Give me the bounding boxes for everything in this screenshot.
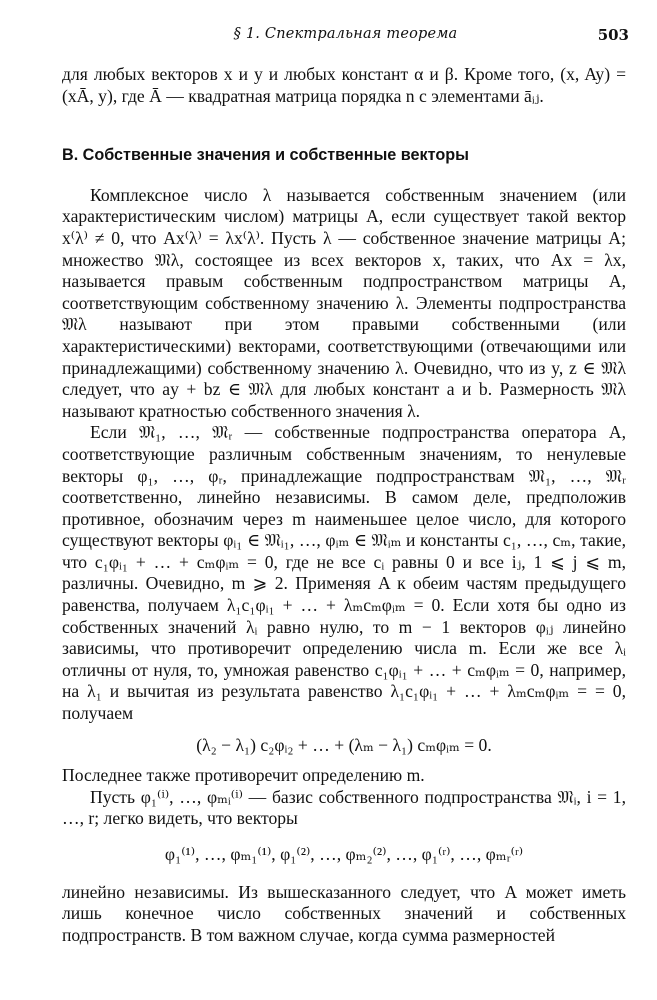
paragraph-continuation: для любых векторов x и y и любых констант α и β. Кроме того, (x, Ay) = (xĀ, y), где Ā — квадратная матрица порядка n с элементами āᵢⱼ. bbox=[62, 64, 626, 106]
paragraph-basis: Пусть φ₁⁽ⁱ⁾, …, φₘᵢ⁽ⁱ⁾ — базис собственного подпространства 𝔐ᵢ, i = 1, …, r; легко видеть, что векторы bbox=[62, 786, 626, 829]
page-body bbox=[62, 64, 626, 946]
paragraph-eigenvalue-definition: Комплексное число λ называется собственным значением (или характеристическим числом) матрицы A, если существует такой вектор x⁽λ⁾ ≠ 0, что Ax⁽λ⁾ = λx⁽λ⁾. Пусть λ — собственное значение матрицы A; множество 𝔐λ, состоящее из всех векторов x, таких, что Ax = λx, называется правым собственным подпространством матрицы A, соответствующим собственному значению λ. Элементы подпространства 𝔐λ называют при этом правыми собственными (или характеристическими) векторами, соответствующими (отвечающими или принадлежащими) собственному значению λ. Очевидно, что из y, z ∈ 𝔐λ следует, что ay + bz ∈ 𝔐λ для любых констант a и b. Размерность 𝔐λ называют кратностью собственного значения λ. bbox=[62, 184, 626, 421]
display-formula-basis: φ₁⁽¹⁾, …, φₘ₁⁽¹⁾, φ₁⁽²⁾, …, φₘ₂⁽²⁾, …, φ₁⁽ʳ⁾, …, φₘᵣ⁽ʳ⁾ bbox=[164, 844, 524, 864]
section-heading: B. Собственные значения и собственные векторы bbox=[62, 146, 469, 165]
page-header bbox=[62, 26, 629, 48]
paragraph-independence-proof: Если 𝔐₁, …, 𝔐ᵣ — собственные подпространства оператора A, соответствующие различным собственным значениям, то ненулевые векторы φ₁, …, φᵣ, принадлежащие подпространствам 𝔐₁, …, 𝔐ᵣ соответственно, линейно независимы. В самом деле, предположив противное, обозначим через m наименьшее целое число, для которого существуют векторы φᵢ₁ ∈ 𝔐ᵢ₁, …, φᵢₘ ∈ 𝔐ᵢₘ и константы c₁, …, cₘ, такие, что c₁φᵢ₁ + … + cₘφᵢₘ = 0, где не все cᵢ равны 0 и все iⱼ, 1 ⩽ j ⩽ m, различны. Очевидно, m ⩾ 2. Применяя A к обеим частям предыдущего равенства, получаем λ₁c₁φᵢ₁ + … + λₘcₘφᵢₘ = 0. Если хотя бы одно из собственных значений λᵢ равно нулю, то m − 1 векторов φᵢⱼ линейно зависимы, что противоречит определению числа m. Если же все λᵢ отличны от нуля, то, умножая равенство c₁φᵢ₁ + … + cₘφᵢₘ = 0, например, на λ₁ и вычитая из результата равенство λ₁c₁φᵢ₁ + … + λₘcₘφᵢₘ = = 0, получаем bbox=[62, 422, 626, 724]
paragraph-conclusion: линейно независимы. Из вышесказанного следует, что A может иметь лишь конечное число собственных значений и собственных подпространств. В том важном случае, когда сумма размерностей bbox=[62, 881, 626, 945]
paragraph-contradiction: Последнее также противоречит определению m. bbox=[62, 765, 425, 786]
page-number: 503 bbox=[597, 26, 629, 44]
running-head: § 1. Спектральная теорема bbox=[233, 26, 458, 42]
display-formula: (λ₂ − λ₁) c₂φᵢ₂ + … + (λₘ − λ₁) cₘφᵢₘ = 0. bbox=[196, 734, 492, 755]
